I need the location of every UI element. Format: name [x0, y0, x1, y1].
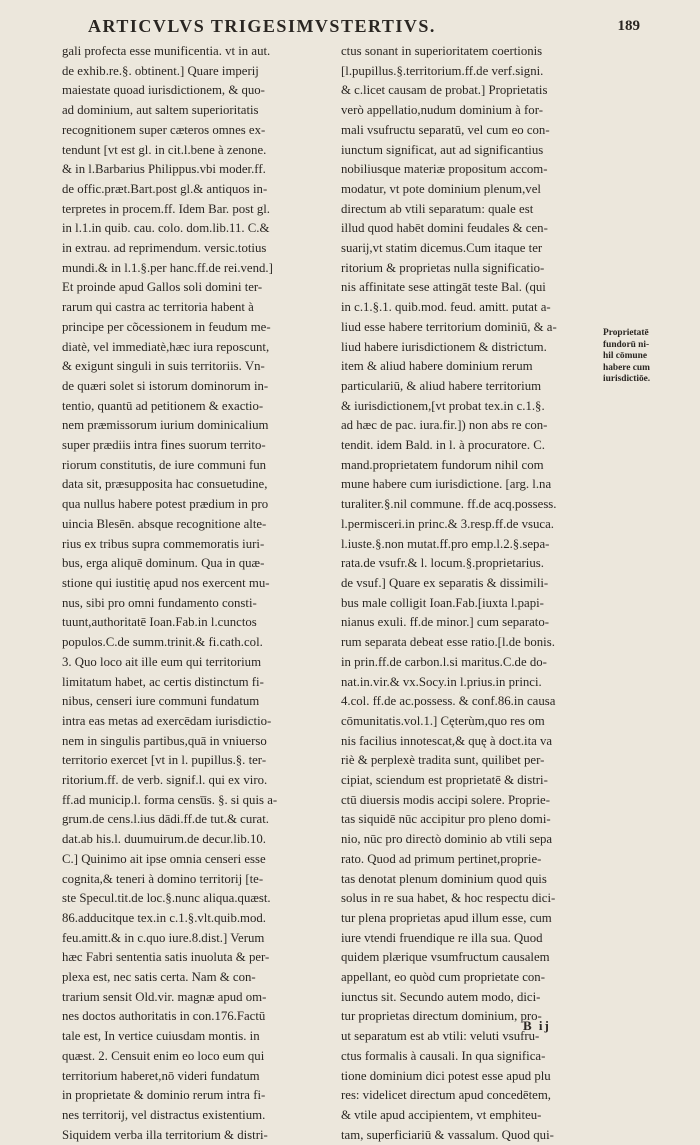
- text-line: appellant, eo quòd cum proprietate con-: [341, 970, 545, 985]
- text-line: in extrau. ad reprimendum. versic.totius: [62, 241, 267, 256]
- text-line: liud esse habere territorium dominiū, & a-: [341, 319, 557, 334]
- text-line: Et proinde apud Gallos soli domini ter-: [62, 280, 263, 295]
- text-line: iunctum significat, aut ad significantius: [341, 142, 544, 157]
- signature-mark: B ij: [523, 1018, 551, 1033]
- text-line: item & aliud habere dominium rerum: [341, 359, 533, 374]
- text-line: verò appellatio,nudum dominium à for-: [341, 103, 543, 118]
- text-line: limitatum habet, ac certis distinctum fi-: [62, 674, 264, 689]
- text-line: maiestate quoad iurisdictionem, & quo-: [62, 83, 265, 98]
- text-line: dat.ab his.l. duumuirum.de decur.lib.10.: [62, 832, 267, 847]
- text-line: rius ex tribus supra commemoratis iuri-: [62, 536, 265, 551]
- text-line: iunctus sit. Secundo autem modo, dici-: [341, 989, 541, 1004]
- text-line: ut separatum est ab vtili: veluti vsufru-: [341, 1029, 540, 1044]
- text-line: tale est, In vertice cuiusdam montis. in: [62, 1029, 260, 1044]
- text-line: rata.de vsufr.& l. locum.§.proprietarius.: [341, 556, 544, 571]
- text-line: solus in re sua habet, & hoc respectu dici-: [341, 891, 556, 906]
- text-line: super prædiis intra fines suorum territo-: [62, 438, 266, 453]
- text-line: tas denotat plenum dominium quod quis: [341, 871, 547, 886]
- text-line: 3. Quo loco ait ille eum qui territorium: [62, 654, 262, 669]
- text-line: suarij,vt statim dicemus.Cum itaque ter: [341, 241, 543, 256]
- text-line: res: videlicet directum apud concedētem,: [341, 1088, 551, 1103]
- text-line: liud habere iurisdictionem & districtum.: [341, 339, 547, 354]
- text-line: & iurisdictionem,[vt probat tex.in c.1.§.: [341, 398, 545, 413]
- text-line: stione qui iustitię apud nos exercent mu-: [62, 575, 270, 590]
- text-line: & vtile apud accipientem, vt emphiteu-: [341, 1107, 542, 1122]
- text-line: tendunt [vt est gl. in cit.l.bene à zenone.: [62, 142, 267, 157]
- marginal-note-line: habere cum: [603, 362, 650, 373]
- text-line: de offic.præt.Bart.post gl.& antiquos in-: [62, 181, 268, 196]
- text-line: de quæri solet si istorum dominorum in-: [62, 378, 269, 393]
- text-line: nis affinitate sese attingāt teste Bal. (qui: [341, 280, 546, 295]
- text-line: tas siquidē nūc accipitur pro pleno domi-: [341, 812, 551, 827]
- marginal-note-line: Proprietatē: [603, 328, 649, 338]
- text-line: mune habere cum iurisdictione. [arg. l.na: [341, 477, 552, 492]
- text-line: tur plena proprietas apud illum esse, cum: [341, 910, 552, 925]
- text-line: rarum qui castra ac territoria habent à: [62, 300, 254, 315]
- text-line: ctus sonant in superioritatem coertionis: [341, 44, 543, 58]
- text-line: nes territorij, vel distractus existentium.: [62, 1107, 266, 1122]
- text-line: nianus exuli. ff.de minor.] cum separato-: [341, 615, 550, 630]
- text-line: mundi.& in l.1.§.per hanc.ff.de rei.vend.]: [62, 260, 273, 275]
- text-line: nio, nūc pro directò dominio ab vtili sepa: [341, 832, 553, 847]
- folio-number: 189: [617, 18, 640, 34]
- text-line: ad dominium, aut saltem superioritatis: [62, 103, 259, 118]
- text-line: [l.pupillus.§.territorium.ff.de verf.signi.: [341, 63, 544, 78]
- text-line: ritorium.ff. de verb. signif.l. qui ex viro.: [62, 773, 268, 788]
- text-line: intra eas metas ad exercēdam iurisdictio-: [62, 713, 272, 728]
- text-line: in l.1.in quib. cau. colo. dom.lib.11. C.&: [62, 221, 270, 236]
- text-line: quæst. 2. Censuit enim eo loco eum qui: [62, 1048, 265, 1063]
- left-text-column: [62, 42, 330, 1145]
- marginal-note-line: fundorū ni-: [603, 339, 650, 350]
- text-line: modatur, vt pote dominium plenum,vel: [341, 181, 541, 196]
- text-line: territorium haberet,nō videri fundatum: [62, 1068, 260, 1083]
- text-line: tentio, quantū ad petitionem & exactio-: [62, 398, 264, 413]
- running-head: ARTICVLVS TRIGESIMVSTERTIVS.: [88, 16, 436, 36]
- text-line: nem præmissorum iurium dominicalium: [62, 418, 269, 433]
- text-line: ad hæc de pac. iura.fir.]) non abs re con-: [341, 418, 548, 433]
- text-line: nis facilius innotescat,& quę à doct.ita va: [341, 733, 553, 748]
- text-line: bus male colligit Ioan.Fab.[iuxta l.papi-: [341, 595, 544, 610]
- text-line: tendit. idem Bald. in l. à procuratore. C.: [341, 438, 545, 453]
- text-line: ctus formalis à causali. In qua significa-: [341, 1048, 546, 1063]
- text-line: Siquidem verba illa territorium & distri-: [62, 1127, 268, 1142]
- text-line: 86.adducitque tex.in c.1.§.vlt.quib.mod.: [62, 910, 267, 925]
- text-line: quidem plærique vsumfructum causalem: [341, 950, 550, 965]
- text-line: turaliter.§.nil commune. ff.de acq.possess.: [341, 497, 557, 512]
- text-line: ff.ad municip.l. forma censu̅s. §. si quis a-: [62, 792, 278, 807]
- text-line: nobiliusque materiæ propositum accom-: [341, 162, 548, 177]
- text-line: nus, sibi pro omni fundamento consti-: [62, 595, 257, 610]
- marginal-note-line: iurisdictiōe.: [603, 374, 651, 384]
- text-line: tur proprietas directum dominium, pro-: [341, 1009, 542, 1024]
- text-line: nibus, censeri iure communi fundatum: [62, 694, 260, 709]
- text-line: tuunt,authoritatē Ioan.Fab.in l.cunctos: [62, 615, 257, 630]
- text-line: nem in singulis partibus,quā in vniuerso: [62, 733, 267, 748]
- text-line: nat.in.vir.& vx.Socy.in l.prius.in princi.: [341, 674, 542, 689]
- text-line: populos.C.de summ.trinit.& fi.cath.col.: [62, 635, 263, 650]
- text-line: in c.1.§.1. quib.mod. feud. amitt. putat a-: [341, 300, 551, 315]
- text-line: tam, superficiariū & vassalum. Quod qui-: [341, 1127, 554, 1142]
- text-line: l.permisceri.in princ.& 3.resp.ff.de vsuca.: [341, 516, 554, 531]
- text-line: cipiat, sciendum est proprietatē & distri-: [341, 773, 548, 788]
- text-line: mand.proprietatem fundorum nihil com: [341, 457, 544, 472]
- text-line: l.iuste.§.non mutat.ff.pro emp.l.2.§.sepa-: [341, 536, 550, 551]
- text-line: qua nullus habere potest prædium in pro: [62, 497, 269, 512]
- text-line: riorum constitutis, de iure communi fun: [62, 457, 267, 472]
- text-line: plexa est, nec satis certa. Nam & con-: [62, 970, 256, 985]
- text-line: particulariū, & aliud habere territorium: [341, 378, 542, 393]
- text-line: rum separata debeat esse ratio.[l.de bonis.: [341, 635, 555, 650]
- text-line: illud quod habēt domini feudales & cen-: [341, 221, 548, 236]
- text-line: ctū diuersis modis accipi solere. Proprie-: [341, 792, 550, 807]
- text-line: territorio exercet [vt in l. pupillus.§. ter-: [62, 753, 267, 768]
- text-line: diatè, vel immediatè,hæc iura reposcunt,: [62, 339, 270, 354]
- text-line: cognita,& teneri à domino territorij [te-: [62, 871, 264, 886]
- text-line: C.] Quinimo ait ipse omnia censeri esse: [62, 851, 266, 866]
- text-line: riè & perplexè tradita sunt, quilibet per-: [341, 753, 545, 768]
- text-line: & c.licet causam de probat.] Proprietatis: [341, 83, 548, 98]
- text-line: ritorium & proprietas nulla significatio-: [341, 260, 545, 275]
- text-line: de vsuf.] Quare ex separatis & dissimili-: [341, 575, 549, 590]
- text-line: cōmunitatis.vol.1.] Cęterùm,quo res om: [341, 713, 545, 728]
- marginal-note-line: hil cōmune: [603, 351, 648, 361]
- text-line: & in l.Barbarius Philippus.vbi moder.ff.: [62, 162, 266, 177]
- text-line: nes doctos authoritatis in con.176.Factū: [62, 1009, 266, 1024]
- text-line: mali vsufructu separatū, vel cum eo con-: [341, 122, 550, 137]
- text-line: grum.de cens.l.ius dādi.ff.de tut.& curat.: [62, 812, 269, 827]
- text-line: 4.col. ff.de ac.possess. & conf.86.in causa: [341, 694, 556, 709]
- text-line: gali profecta esse munificentia. vt in aut.: [62, 44, 271, 58]
- page-header: [60, 14, 640, 40]
- text-line: hæc Fabri sententia satis inuoluta & per-: [62, 950, 270, 965]
- text-line: tione dominium dici potest esse apud plu: [341, 1068, 551, 1083]
- text-line: ste Specul.tit.de loc.§.nunc aliqua.quæst.: [62, 891, 271, 906]
- text-line: & exigunt singuli in suis territoriis. Vn-: [62, 359, 265, 374]
- text-line: uincia Blesēn. absque recognitione alte-: [62, 516, 267, 531]
- text-line: terpretes in procem.ff. Idem Bar. post gl.: [62, 201, 271, 216]
- text-line: principe per cõcessionem in feudum me-: [62, 319, 271, 334]
- text-line: in proprietate & dominio rerum intra fi-: [62, 1088, 266, 1103]
- text-line: directum ab vtili separatum: quale est: [341, 201, 534, 216]
- text-line: bus, erga aliquē dominum. Qua in quæ-: [62, 556, 265, 571]
- text-line: rato. Quod ad primum pertinet,proprie-: [341, 851, 542, 866]
- text-line: iure vtendi fruendique re illa sua. Quod: [341, 930, 543, 945]
- text-line: feu.amitt.& in c.quo iure.8.dist.] Verum: [62, 930, 265, 945]
- right-text-column: [341, 42, 599, 1145]
- text-line: data sit, præsupposita hac consuetudine,: [62, 477, 268, 492]
- marginal-note: [603, 328, 695, 386]
- text-line: in prin.ff.de carbon.l.si maritus.C.de do-: [341, 654, 547, 669]
- text-line: recognitionem super cæteros omnes ex-: [62, 122, 266, 137]
- text-line: trarium sensit Old.vir. magnæ apud om-: [62, 989, 267, 1004]
- text-line: de exhib.re.§. obtinent.] Quare imperij: [62, 63, 259, 78]
